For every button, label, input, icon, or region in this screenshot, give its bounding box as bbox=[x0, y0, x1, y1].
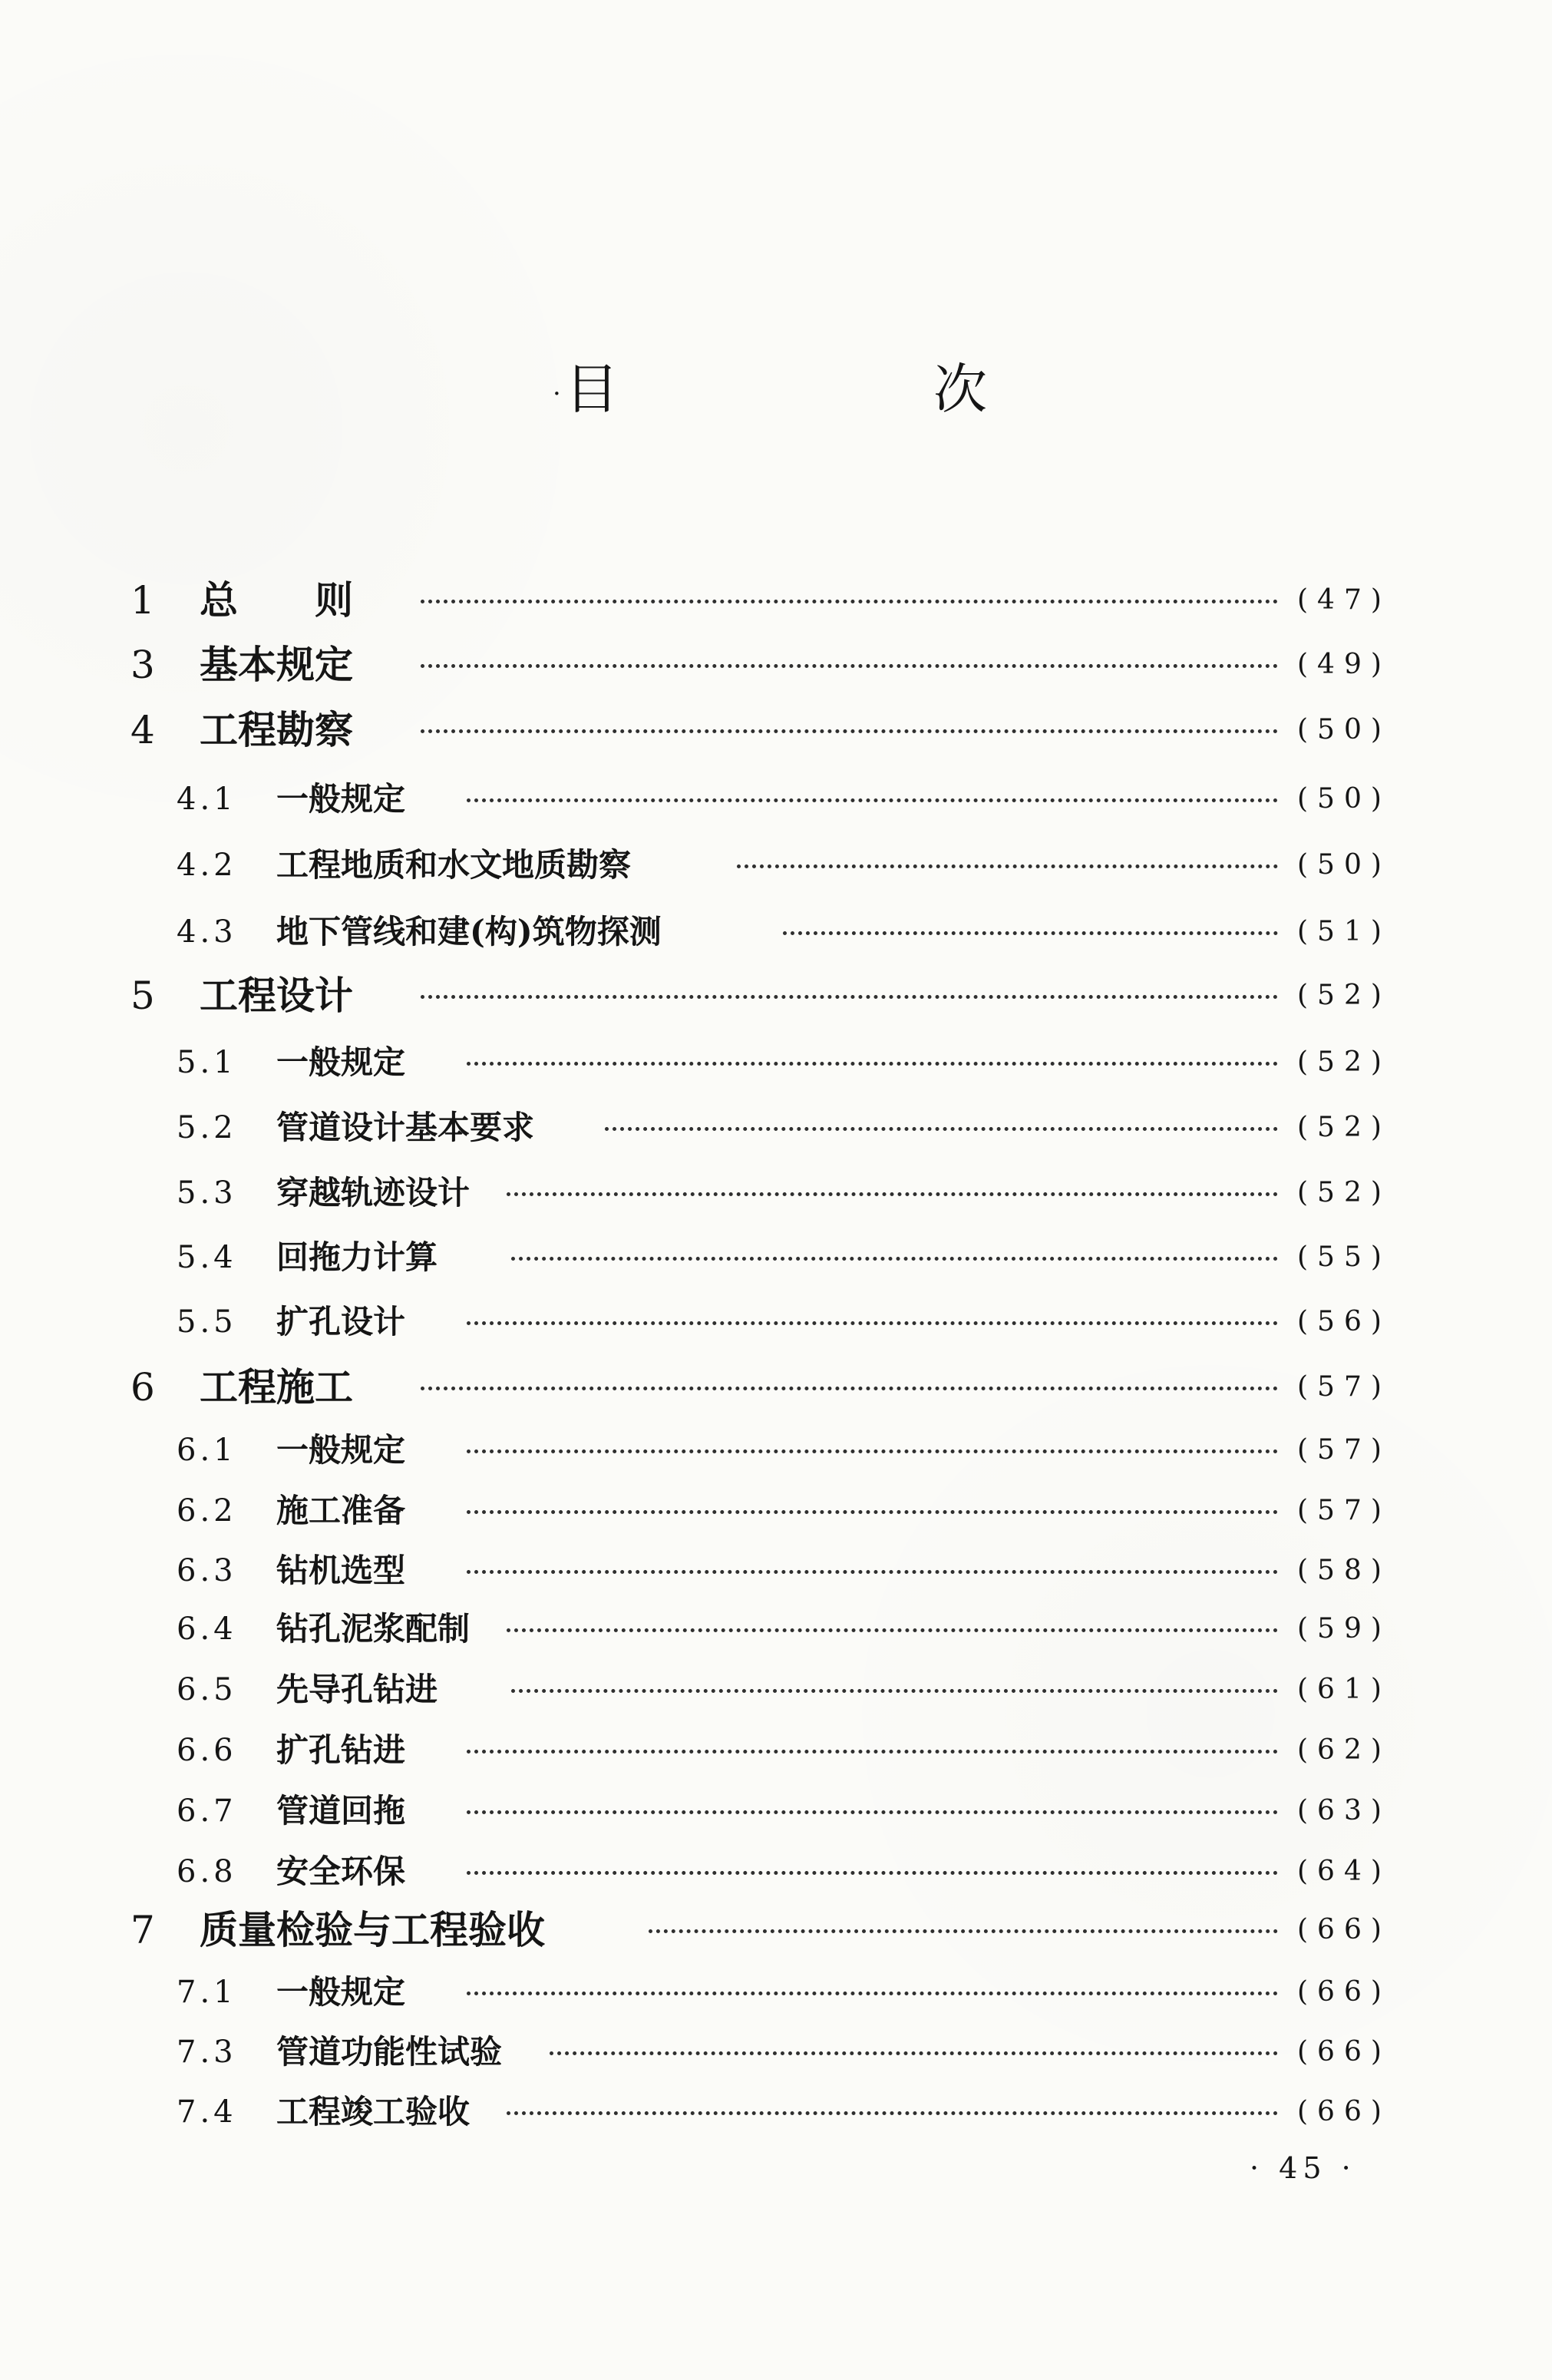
toc-page-reference: (63) bbox=[1297, 1795, 1391, 1826]
toc-entry-number: 4.2 bbox=[177, 848, 237, 883]
toc-section-row bbox=[0, 1492, 1552, 1529]
toc-entry-label: 工程设计 bbox=[200, 973, 353, 1018]
toc-entry-number: 6.3 bbox=[177, 1553, 237, 1588]
toc-entry-number: 5 bbox=[130, 973, 155, 1018]
toc-section-row bbox=[0, 1611, 1552, 1648]
toc-page-reference: (52) bbox=[1297, 1177, 1391, 1208]
leader-dots bbox=[467, 798, 1278, 808]
toc-chapter-row bbox=[0, 1364, 1552, 1410]
leader-dots bbox=[467, 1321, 1278, 1331]
toc-entry-number: 6.4 bbox=[177, 1611, 237, 1647]
leader-dots bbox=[467, 1992, 1278, 2002]
toc-entry-number: 6.8 bbox=[177, 1854, 237, 1889]
toc-section-row bbox=[0, 1853, 1552, 1890]
toc-entry-label: 回拖力计算 bbox=[276, 1238, 438, 1276]
toc-page-reference: (57) bbox=[1297, 1434, 1391, 1466]
toc-section-row bbox=[0, 914, 1552, 950]
leader-dots bbox=[605, 1127, 1278, 1137]
toc-entry-number: 5.5 bbox=[177, 1304, 237, 1340]
leader-dots bbox=[467, 1449, 1278, 1459]
toc-entry-label: 工程施工 bbox=[200, 1364, 353, 1410]
toc-entry-label: 工程竣工验收 bbox=[276, 2093, 471, 2130]
leader-dots bbox=[511, 1689, 1278, 1699]
toc-section-row bbox=[0, 1552, 1552, 1589]
toc-section-row bbox=[0, 1044, 1552, 1081]
toc-entry-label: 安全环保 bbox=[276, 1853, 406, 1890]
toc-chapter-row bbox=[0, 577, 1552, 623]
leader-dots bbox=[507, 1628, 1278, 1638]
toc-entry-number: 4 bbox=[130, 708, 155, 752]
leader-dots bbox=[467, 1570, 1278, 1580]
toc-page-reference: (52) bbox=[1297, 980, 1391, 1011]
toc-page-reference: (66) bbox=[1297, 2096, 1391, 2127]
toc-page-reference: (57) bbox=[1297, 1495, 1391, 1526]
toc-entry-label: 工程地质和水文地质勘察 bbox=[276, 846, 632, 884]
toc-entry-number: 5.3 bbox=[177, 1175, 237, 1211]
toc-page-reference: (55) bbox=[1297, 1241, 1391, 1273]
toc-entry-number: 1 bbox=[130, 578, 155, 623]
leader-dots bbox=[511, 1257, 1278, 1267]
toc-page-reference: (59) bbox=[1297, 1613, 1391, 1645]
toc-page-reference: (47) bbox=[1297, 584, 1391, 616]
toc-page-reference: (49) bbox=[1297, 649, 1391, 680]
toc-section-row bbox=[0, 847, 1552, 884]
page-title: 目 次 bbox=[565, 358, 1118, 421]
toc-chapter-row bbox=[0, 642, 1552, 687]
toc-section-row bbox=[0, 2034, 1552, 2071]
leader-dots bbox=[467, 1750, 1278, 1760]
toc-section-row bbox=[0, 2094, 1552, 2130]
toc-section-row bbox=[0, 1732, 1552, 1769]
page-number: · 45 · bbox=[1250, 2151, 1356, 2185]
toc-chapter-row bbox=[0, 707, 1552, 752]
toc-chapter-row bbox=[0, 1907, 1552, 1952]
toc-page-reference: (62) bbox=[1297, 1734, 1391, 1766]
toc-page-reference: (57) bbox=[1297, 1371, 1391, 1403]
toc-entry-number: 5.1 bbox=[177, 1045, 237, 1080]
toc-section-row bbox=[0, 1671, 1552, 1708]
toc-entry-number: 3 bbox=[130, 643, 155, 687]
leader-dots bbox=[507, 1192, 1278, 1202]
leader-dots bbox=[467, 1810, 1278, 1820]
toc-entry-number: 6.7 bbox=[177, 1793, 237, 1829]
toc-page-reference: (58) bbox=[1297, 1555, 1391, 1586]
leader-dots bbox=[550, 2051, 1278, 2061]
toc-page-reference: (66) bbox=[1297, 2036, 1391, 2068]
toc-page-reference: (66) bbox=[1297, 1914, 1391, 1945]
toc-entry-number: 5.2 bbox=[177, 1110, 237, 1145]
toc-entry-number: 6.2 bbox=[177, 1493, 237, 1529]
toc-entry-label: 一般规定 bbox=[276, 1043, 406, 1081]
toc-entry-label: 钻机选型 bbox=[276, 1552, 406, 1589]
toc-entry-number: 6 bbox=[130, 1365, 155, 1410]
toc-entry-label: 基本规定 bbox=[200, 642, 353, 687]
toc-entry-label: 工程勘察 bbox=[200, 707, 353, 752]
toc-entry-label: 施工准备 bbox=[276, 1492, 406, 1529]
toc-page-reference: (52) bbox=[1297, 1112, 1391, 1143]
toc-entry-label: 钻孔泥浆配制 bbox=[276, 1610, 471, 1648]
toc-section-row bbox=[0, 1793, 1552, 1830]
toc-entry-number: 7.3 bbox=[177, 2035, 237, 2070]
toc-entry-label: 管道设计基本要求 bbox=[276, 1109, 535, 1146]
toc-section-row bbox=[0, 1239, 1552, 1276]
leader-dots bbox=[783, 931, 1278, 941]
toc-entry-number: 4.3 bbox=[177, 914, 237, 950]
leader-dots bbox=[649, 1929, 1278, 1939]
leader-dots bbox=[507, 2111, 1278, 2121]
toc-page-reference: (52) bbox=[1297, 1046, 1391, 1078]
toc-entry-number: 7 bbox=[130, 1908, 155, 1952]
toc-section-row bbox=[0, 1175, 1552, 1211]
toc-entry-label: 扩孔钻进 bbox=[276, 1731, 406, 1769]
toc-page-reference: (50) bbox=[1297, 849, 1391, 881]
toc-entry-label: 一般规定 bbox=[276, 780, 406, 818]
toc-entry-label: 先导孔钻进 bbox=[276, 1671, 438, 1708]
toc-entry-label: 管道回拖 bbox=[276, 1792, 406, 1830]
leader-dots bbox=[467, 1871, 1278, 1881]
toc-entry-label: 一般规定 bbox=[276, 1973, 406, 2011]
toc-page-reference: (64) bbox=[1297, 1856, 1391, 1887]
toc-entry-number: 4.1 bbox=[177, 782, 237, 817]
toc-entry-label: 管道功能性试验 bbox=[276, 2033, 503, 2071]
leader-dots bbox=[421, 995, 1278, 1005]
toc-entry-label: 扩孔设计 bbox=[276, 1303, 406, 1340]
toc-entry-number: 6.5 bbox=[177, 1672, 237, 1707]
toc-section-row bbox=[0, 781, 1552, 818]
toc-entry-label: 质量检验与工程验收 bbox=[200, 1907, 545, 1952]
leader-dots bbox=[421, 1387, 1278, 1397]
toc-chapter-row bbox=[0, 973, 1552, 1018]
toc-entry-label: 总 则 bbox=[200, 577, 353, 623]
toc-entry-number: 7.1 bbox=[177, 1975, 237, 2010]
toc-page-reference: (50) bbox=[1297, 714, 1391, 745]
leader-dots bbox=[421, 600, 1278, 610]
toc-entry-number: 6.6 bbox=[177, 1733, 237, 1768]
leader-dots bbox=[467, 1510, 1278, 1520]
toc-section-row bbox=[0, 1304, 1552, 1340]
leader-dots bbox=[737, 864, 1278, 874]
toc-entry-label: 一般规定 bbox=[276, 1431, 406, 1469]
toc-section-row bbox=[0, 1432, 1552, 1469]
toc-page-reference: (50) bbox=[1297, 783, 1391, 815]
leader-dots bbox=[421, 664, 1278, 674]
toc-entry-number: 6.1 bbox=[177, 1433, 237, 1468]
toc-entry-number: 7.4 bbox=[177, 2094, 237, 2130]
toc-section-row bbox=[0, 1109, 1552, 1146]
toc-page-reference: (61) bbox=[1297, 1674, 1391, 1705]
toc-entry-label: 地下管线和建(构)筑物探测 bbox=[276, 913, 662, 950]
toc-section-row bbox=[0, 1974, 1552, 2011]
leader-dots bbox=[421, 729, 1278, 739]
toc-page-reference: (51) bbox=[1297, 916, 1391, 947]
leader-dots bbox=[467, 1062, 1278, 1072]
toc-entry-label: 穿越轨迹设计 bbox=[276, 1174, 471, 1211]
toc-page-reference: (66) bbox=[1297, 1976, 1391, 2008]
toc-entry-number: 5.4 bbox=[177, 1240, 237, 1275]
title-dot: · bbox=[553, 378, 561, 409]
toc-page-reference: (56) bbox=[1297, 1306, 1391, 1337]
